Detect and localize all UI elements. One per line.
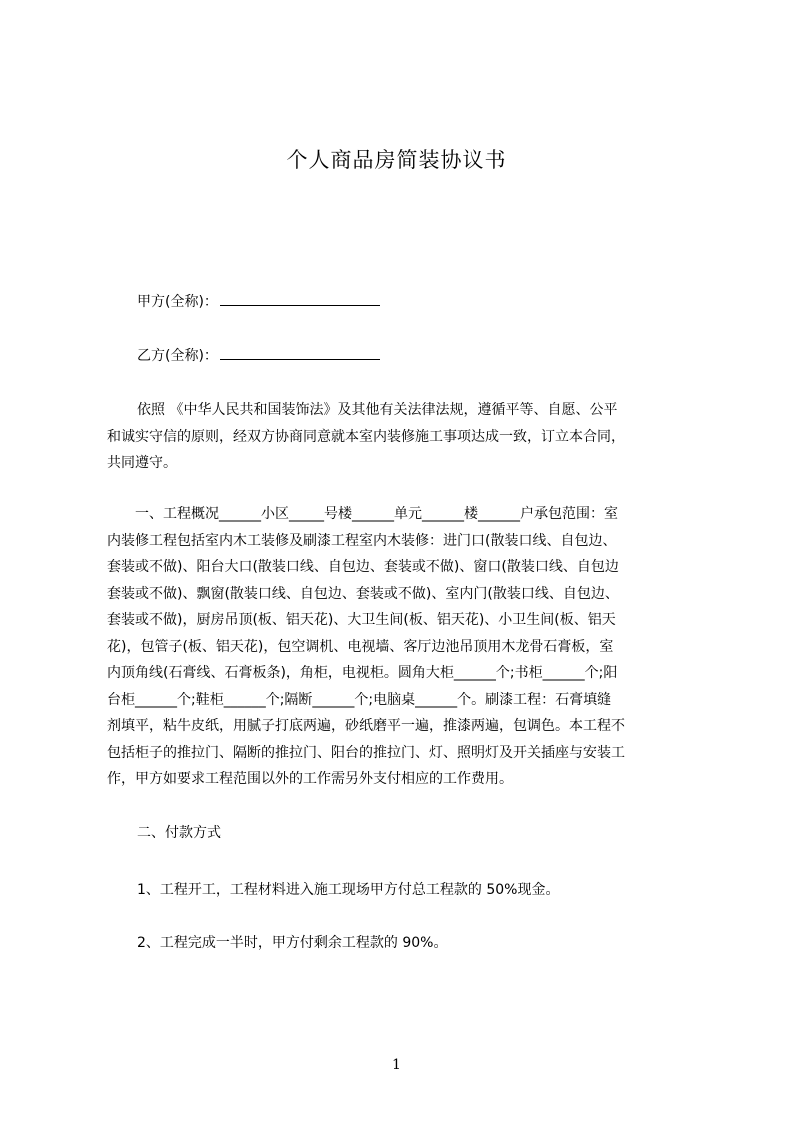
section2-heading: 二、付款方式	[137, 825, 221, 841]
section1-line: 剂填平，粘牛皮纸，用腻子打底两遍，砂纸磨平一遍，推漆两遍，包调色。本工程不	[107, 718, 625, 734]
intro-line: 共同遵守。	[107, 455, 177, 471]
section1-line: 内装修工程包括室内木工装修及刷漆工程室内木装修：进门口(散装口线、自包边、	[107, 532, 617, 549]
party-b-label: 乙方(全称)：	[137, 348, 218, 364]
section1-line: 套装或不做)、飘窗(散装口线、自包边、套装或不做)、室内门(散装口线、自包边、	[107, 585, 619, 602]
party-a-label: 甲方(全称)：	[137, 294, 218, 310]
payment-item-1: 1、工程开工，工程材料进入施工现场甲方付总工程款的 50%现金。	[137, 882, 560, 898]
section1-line: 台柜______个;鞋柜______个;隔断______个;电脑桌______个。刷漆工程：石膏填缝	[107, 691, 612, 708]
intro-paragraph	[107, 397, 700, 477]
page-number: 1	[392, 1057, 401, 1073]
party-b-blank	[220, 347, 380, 360]
party-a-line	[137, 291, 380, 311]
section1-line: 一、工程概况______小区_____号楼______单元______楼______户承包范围：室	[135, 506, 618, 522]
section1-line: 套装或不做)，厨房吊顶(板、铝天花)、大卫生间(板、铝天花)、小卫生间(板、铝天	[107, 612, 616, 628]
document-title: 个人商品房简装协议书	[286, 148, 507, 172]
party-a-blank	[220, 293, 380, 306]
section1-paragraph	[107, 501, 700, 793]
intro-line: 和诚实守信的原则，经双方协商同意就本室内装修施工事项达成一致，订立本合同，	[107, 428, 625, 445]
section1-line: 花)，包管子(板、铝天花)，包空调机、电视墙、客厅边池吊顶用木龙骨石膏板，室	[107, 638, 614, 655]
intro-line: 依照 《中华人民共和国装饰法》及其他有关法律法规，遵循平等、自愿、公平	[137, 402, 618, 418]
payment-item-2: 2、工程完成一半时，甲方付剩余工程款的 90%。	[137, 935, 448, 951]
section1-line: 包括柜子的推拉门、隔断的推拉门、阳台的推拉门、灯、照明灯及开关插座与安装工	[107, 744, 625, 761]
section1-line: 作，甲方如要求工程范围以外的工作需另外支付相应的工作费用。	[107, 771, 513, 787]
section1-line: 内顶角线(石膏线、石膏板条)，角柜，电视柜。圆角大柜______个;书柜______个;阳	[107, 665, 618, 681]
party-b-line	[137, 345, 380, 365]
section1-line: 套装或不做)、阳台大口(散装口线、自包边、套装或不做)、窗口(散装口线、自包边	[107, 559, 619, 575]
